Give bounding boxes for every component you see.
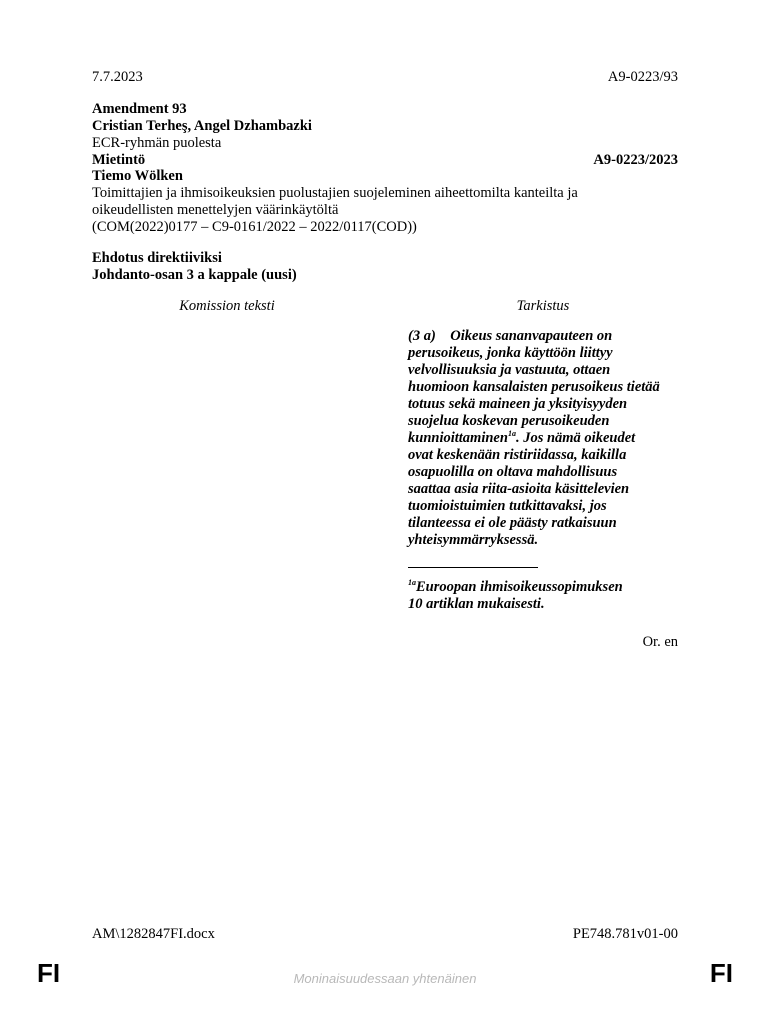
- amendment-number: Amendment 93: [92, 101, 187, 117]
- amendment-line: ovat keskenään ristiriidassa, kaikilla: [408, 447, 627, 463]
- amendment-line: huomioon kansalaisten perusoikeus tietää: [408, 379, 660, 395]
- footnote-reference: 1a: [507, 429, 516, 439]
- report-title-line2: oikeudellisten menettelyjen väärinkäytöltä: [92, 202, 339, 218]
- amendment-line: (3 a) Oikeus sananvapauteen on: [408, 328, 613, 344]
- procedure-reference: (COM(2022)0177 – C9-0161/2022 – 2022/0117(COD)): [92, 219, 417, 235]
- footnote-divider: [408, 567, 538, 568]
- amendment-line: perusoikeus, jonka käyttöön liittyy: [408, 345, 613, 361]
- amendment-line-text: . Jos nämä oikeudet: [515, 430, 636, 446]
- report-title-line1: Toimittajien ja ihmisoikeuksien puolustajien suojeleminen aiheettomilta kanteilta ja: [92, 185, 578, 201]
- language-code-right: FI: [709, 958, 733, 988]
- footnote-marker: 1a: [408, 578, 416, 588]
- eu-motto: Moninaisuudessaan yhtenäinen: [293, 971, 477, 986]
- recital-label: Johdanto-osan 3 a kappale (uusi): [92, 267, 297, 283]
- amendment-text: [408, 328, 680, 549]
- amendment-authors: Cristian Terheş, Angel Dzhambazki: [92, 118, 312, 134]
- footnote: [408, 579, 680, 613]
- footer-pe-reference: PE748.781v01-00: [572, 926, 678, 942]
- proposal-label: Ehdotus direktiiviksi: [92, 250, 222, 266]
- amendment-line: [408, 430, 680, 447]
- language-code-left: FI: [37, 958, 61, 988]
- amendment-line: tilanteessa ei ole päästy ratkaisuun: [408, 515, 617, 531]
- footer-file-name: AM\1282847FI.docx: [92, 926, 215, 942]
- footnote-line: [408, 579, 680, 596]
- report-label: Mietintö: [92, 152, 146, 168]
- amendment-heading: Tarkistus: [516, 298, 570, 314]
- footnote-line: 10 artiklan mukaisesti.: [408, 596, 545, 612]
- document-date: 7.7.2023: [92, 69, 143, 85]
- original-language: Or. en: [642, 634, 678, 650]
- amendment-line: velvollisuuksia ja vastuuta, ottaen: [408, 362, 611, 378]
- amendment-line: totuus sekä maineen ja yksityisyyden: [408, 396, 628, 412]
- amendment-line: suojelua koskevan perusoikeuden: [408, 413, 610, 429]
- amendment-line: tuomioistuimien tutkittavaksi, jos: [408, 498, 607, 514]
- commission-text-heading: Komission teksti: [179, 298, 275, 314]
- amendment-line: saattaa asia riita-asioita käsittelevien: [408, 481, 630, 497]
- document-reference: A9-0223/93: [607, 69, 678, 85]
- footnote-text: Euroopan ihmisoikeussopimuksen: [416, 579, 623, 595]
- report-reference: A9-0223/2023: [593, 152, 678, 168]
- amendment-line: yhteisymmärryksessä.: [408, 532, 539, 548]
- political-group: ECR-ryhmän puolesta: [92, 135, 222, 151]
- amendment-line-text: kunnioittaminen: [408, 430, 508, 446]
- rapporteur: Tiemo Wölken: [92, 168, 183, 184]
- amendment-line: osapuolilla on oltava mahdollisuus: [408, 464, 618, 480]
